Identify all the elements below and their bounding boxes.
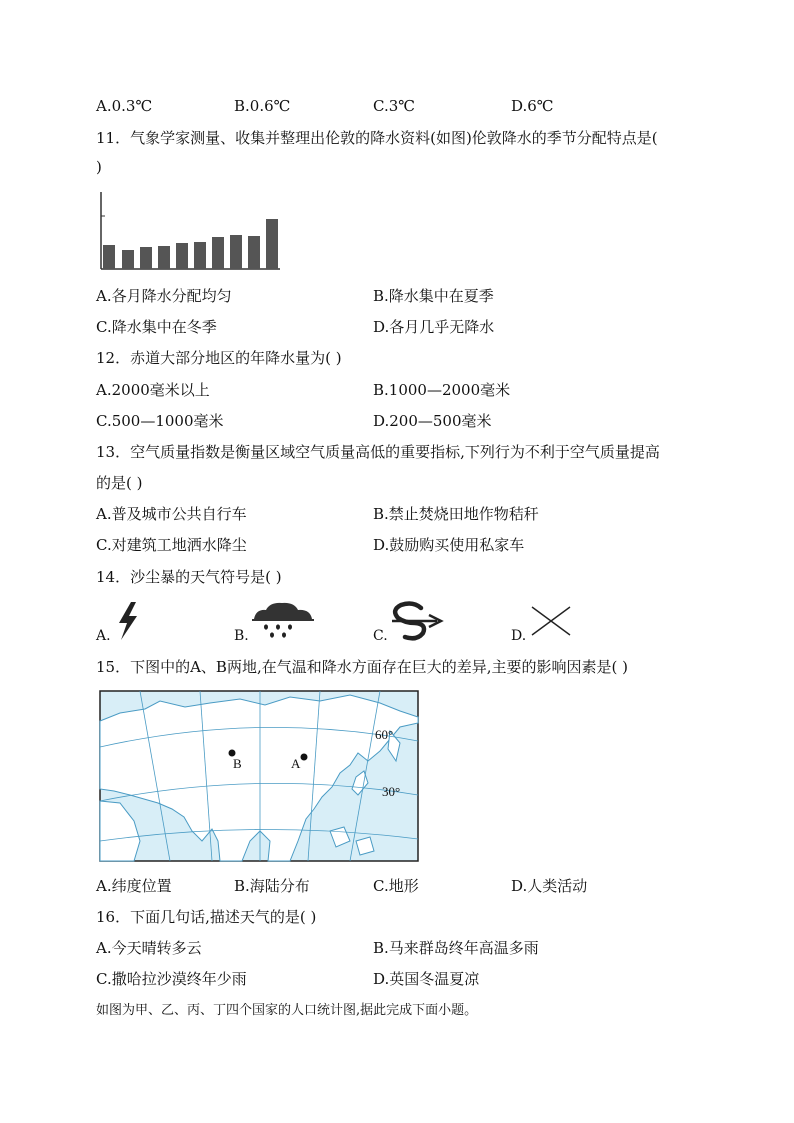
bar-may xyxy=(176,243,188,269)
q11-stem: 11．气象学家测量、收集并整理出伦敦的降水资料(如图)伦敦降水的季节分配特点是( xyxy=(96,129,658,147)
q12-option-a: A.2000毫米以上 xyxy=(96,381,210,399)
sandstorm-icon xyxy=(389,601,445,641)
q15-option-b: B.海陆分布 xyxy=(234,877,310,895)
bar-jun xyxy=(194,242,206,269)
bar-aug xyxy=(230,235,242,269)
q13-option-a: A.普及城市公共自行车 xyxy=(96,505,247,523)
asia-map xyxy=(100,691,418,861)
q16-stem: 16．下面几句话,描述天气的是( ) xyxy=(96,908,317,926)
bar-feb xyxy=(122,250,134,269)
q15-option-a: A.纬度位置 xyxy=(96,877,172,895)
q13-stem: 13．空气质量指数是衡量区域空气质量高低的重要指标,下列行为不利于空气质量提高 xyxy=(96,443,660,461)
q12-option-d: D.200—500毫米 xyxy=(373,412,492,430)
q13-stem-cont: 的是( ) xyxy=(96,474,143,492)
london-precip-chart xyxy=(98,192,282,272)
q11-option-a: A.各月降水分配均匀 xyxy=(96,287,232,305)
q10-option-b: B.0.6℃ xyxy=(234,97,291,115)
q16-option-c: C.撒哈拉沙漠终年少雨 xyxy=(96,970,247,988)
q15-stem: 15．下图中的A、B两地,在气温和降水方面存在巨大的差异,主要的影响因素是( ) xyxy=(96,658,628,676)
q16-option-d: D.英国冬温夏凉 xyxy=(373,970,480,988)
q11-option-b: B.降水集中在夏季 xyxy=(373,287,494,305)
q14-option-d-label: D. xyxy=(511,628,527,644)
q11-option-d: D.各月几乎无降水 xyxy=(373,318,495,336)
label-30: 30° xyxy=(382,784,401,799)
q14-option-c-label: C. xyxy=(373,628,388,644)
q12-stem: 12．赤道大部分地区的年降水量为( ) xyxy=(96,349,342,367)
q15-option-d: D.人类活动 xyxy=(511,877,588,895)
q14-option-b-label: B. xyxy=(234,628,249,644)
q15-option-c: C.地形 xyxy=(373,877,419,895)
q13-option-b: B.禁止焚烧田地作物秸秆 xyxy=(373,505,539,523)
point-a xyxy=(301,754,308,761)
q14-option-a-label: A. xyxy=(96,628,111,644)
q12-option-c: C.500—1000毫米 xyxy=(96,412,224,430)
q10-option-c: C.3℃ xyxy=(373,97,416,115)
cross-wind-icon xyxy=(528,604,574,638)
bar-oct xyxy=(266,219,278,269)
footer-note: 如图为甲、乙、丙、丁四个国家的人口统计图,据此完成下面小题。 xyxy=(96,1003,478,1018)
label-b: B xyxy=(233,756,242,771)
label-a: A xyxy=(291,756,301,771)
q14-stem: 14．沙尘暴的天气符号是( ) xyxy=(96,568,282,586)
bar-jan xyxy=(103,245,115,269)
bar-apr xyxy=(158,246,170,269)
q11-stem-cont: ) xyxy=(96,158,102,176)
lightning-icon xyxy=(112,601,142,641)
q16-option-b: B.马来群岛终年高温多雨 xyxy=(373,939,539,957)
q11-option-c: C.降水集中在冬季 xyxy=(96,318,217,336)
label-60: 60° xyxy=(375,727,394,742)
bar-sep xyxy=(248,236,260,269)
q10-option-d: D.6℃ xyxy=(511,97,554,115)
q13-option-c: C.对建筑工地洒水降尘 xyxy=(96,536,247,554)
rain-cloud-icon xyxy=(250,601,316,641)
bar-jul xyxy=(212,237,224,269)
q12-option-b: B.1000—2000毫米 xyxy=(373,381,511,399)
q10-option-a: A.0.3℃ xyxy=(96,97,153,115)
bar-mar xyxy=(140,247,152,269)
q13-option-d: D.鼓励购买使用私家车 xyxy=(373,536,525,554)
q16-option-a: A.今天晴转多云 xyxy=(96,939,202,957)
